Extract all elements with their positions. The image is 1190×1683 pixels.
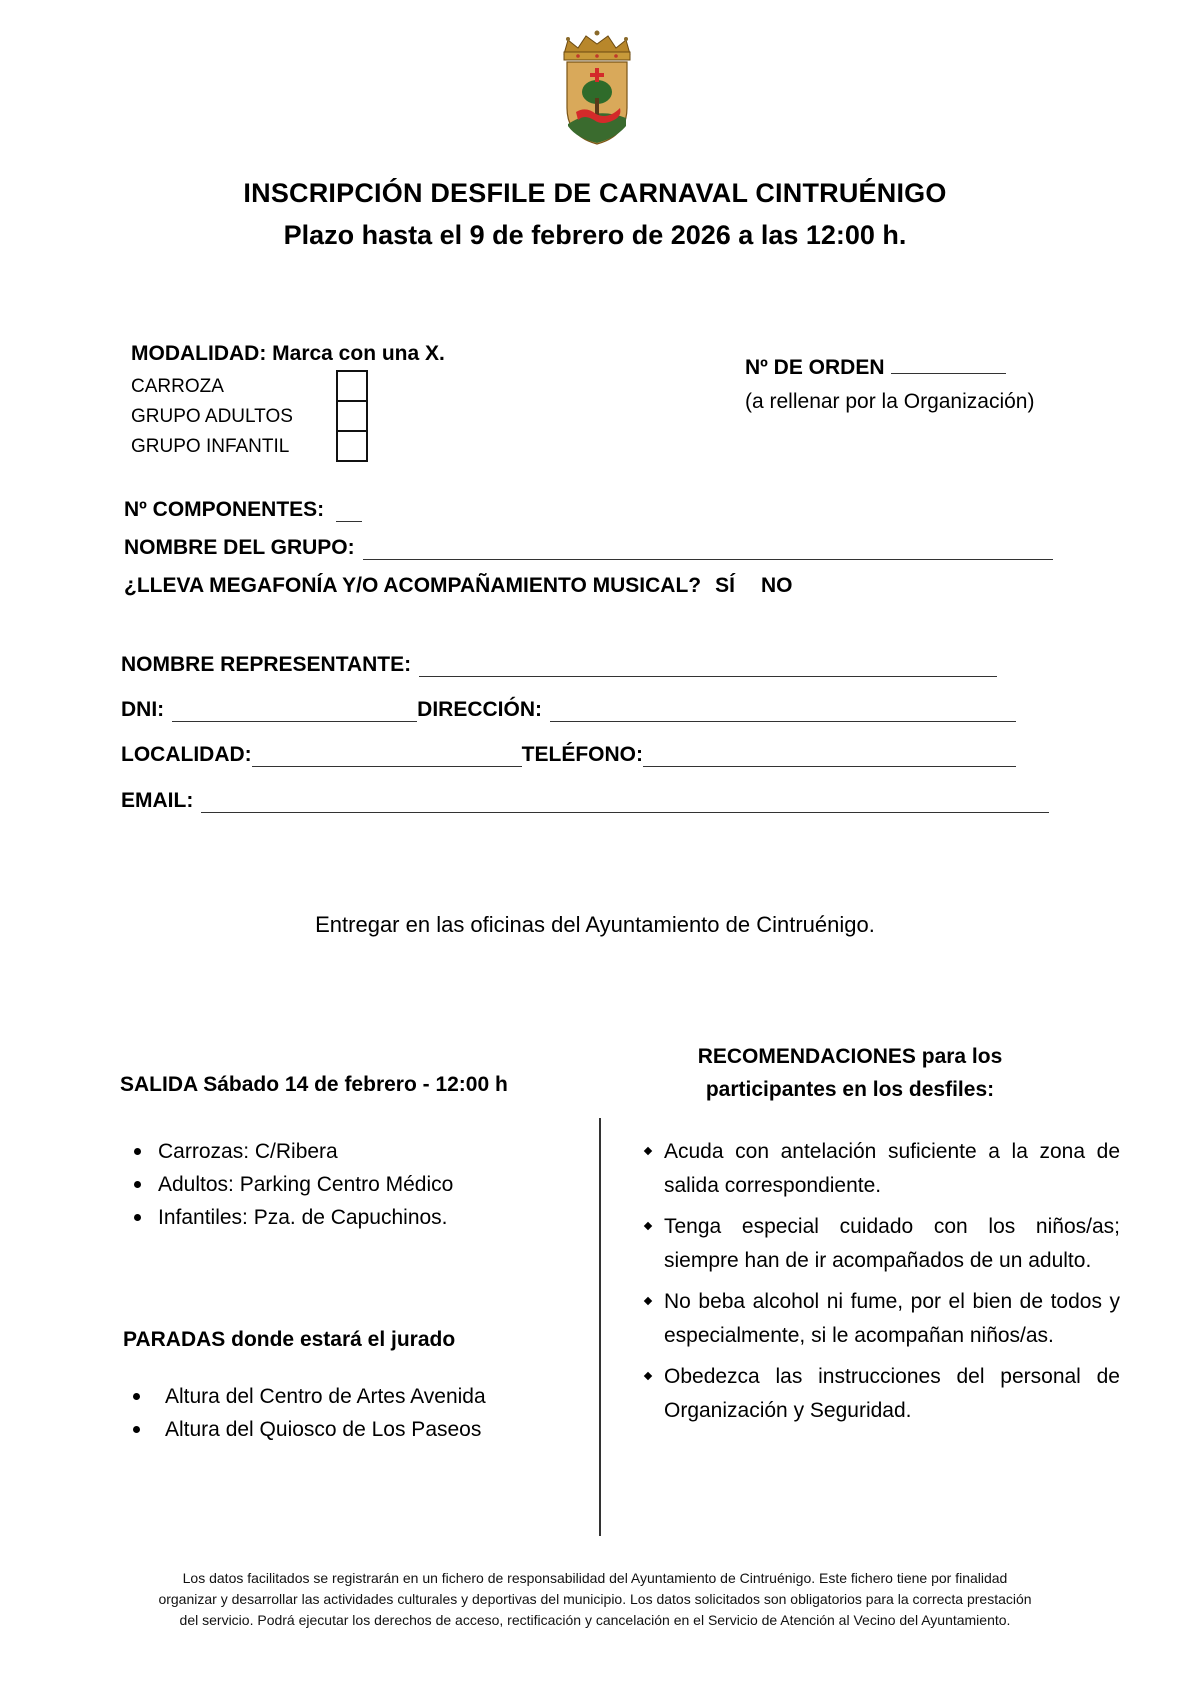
megafonia-option-no[interactable]: NO: [760, 574, 793, 597]
paradas-list: [165, 1380, 486, 1446]
representante-input-line[interactable]: [419, 656, 997, 677]
salida-list: [158, 1135, 453, 1234]
recomendacion-text: Obedezca las instrucciones del personal de Organización y Seguridad.: [664, 1365, 1120, 1422]
option-carroza-label: CARROZA: [131, 376, 224, 397]
recomendacion-text: No beba alcohol ni fume, por el bien de todos y especialmente, si le acompañan niños/as.: [664, 1290, 1120, 1347]
option-grupo-adultos-label: GRUPO ADULTOS: [131, 406, 293, 427]
modalidad-heading: MODALIDAD: Marca con una X.: [131, 342, 445, 365]
coat-of-arms-logo: [556, 28, 638, 146]
recomendaciones-list: [664, 1135, 1120, 1435]
salida-item-text: Carrozas: C/Ribera: [158, 1140, 338, 1163]
bullet-icon: [133, 1393, 140, 1400]
paradas-item-text: Altura del Quiosco de Los Paseos: [165, 1418, 482, 1441]
localidad-label: LOCALIDAD:: [121, 743, 252, 766]
representante-field: [121, 653, 997, 677]
column-divider: [599, 1118, 601, 1536]
crown-icon: [564, 31, 630, 61]
list-item: [158, 1168, 453, 1201]
recomendaciones-heading-line2: participantes en los desfiles:: [705, 1078, 995, 1101]
megafonia-question: ¿LLEVA MEGAFONÍA Y/O ACOMPAÑAMIENTO MUSICAL?: [124, 574, 702, 597]
option-grupo-infantil-label: GRUPO INFANTIL: [131, 436, 290, 457]
list-item: [165, 1380, 486, 1413]
recomendaciones-heading-line1: RECOMENDACIONES para los: [697, 1045, 1003, 1068]
recomendaciones-heading: [650, 1040, 1050, 1106]
localidad-input-line[interactable]: [252, 746, 522, 767]
checkbox-grupo-infantil[interactable]: [336, 430, 368, 462]
list-item: [158, 1201, 453, 1234]
localidad-telefono-row: [121, 743, 1016, 767]
nombre-grupo-field: [124, 536, 1053, 560]
checkbox-grupo-adultos[interactable]: [336, 400, 368, 430]
representante-label: NOMBRE REPRESENTANTE:: [121, 653, 412, 676]
megafonia-field: [124, 574, 792, 598]
paradas-heading: PARADAS donde estará el jurado: [123, 1328, 456, 1351]
email-field: [121, 789, 1049, 813]
bullet-icon: [134, 1148, 141, 1155]
telefono-input-line[interactable]: [643, 746, 1016, 767]
email-input-line[interactable]: [201, 792, 1049, 813]
bullet-icon: [134, 1214, 141, 1221]
direccion-label: DIRECCIÓN:: [417, 698, 543, 721]
telefono-label: TELÉFONO:: [521, 743, 643, 766]
nombre-grupo-label: NOMBRE DEL GRUPO:: [124, 536, 355, 559]
privacy-footer: [90, 1568, 1100, 1631]
bullet-icon: [133, 1426, 140, 1433]
paradas-item-text: Altura del Centro de Artes Avenida: [165, 1385, 486, 1408]
diamond-bullet-icon: [644, 1222, 652, 1230]
privacy-footer-line2: organizar y desarrollar las actividades culturales y deportivas del municipio. Los datos solicitados son obligatorios para la correcta prestación: [158, 1591, 1032, 1607]
orden-label: Nº DE ORDEN: [745, 356, 885, 379]
diamond-bullet-icon: [644, 1372, 652, 1380]
list-item: [165, 1413, 486, 1446]
form-title: INSCRIPCIÓN DESFILE DE CARNAVAL CINTRUÉNIGO: [243, 178, 947, 208]
modalidad-checkboxes: [336, 370, 368, 462]
diamond-bullet-icon: [644, 1147, 652, 1155]
delivery-instructions: Entregar en las oficinas del Ayuntamiento de Cintruénigo.: [315, 912, 875, 937]
megafonia-option-si[interactable]: SÍ: [715, 574, 735, 597]
deadline-text: Plazo hasta el 9 de febrero de 2026 a las 12:00 h.: [283, 220, 907, 250]
dni-label: DNI:: [121, 698, 165, 721]
privacy-footer-line3: del servicio. Podrá ejecutar los derechos de acceso, rectificación y cancelación en el Servicio de Atención al Vecino del Ayuntamiento.: [179, 1612, 1011, 1628]
componentes-field: [124, 498, 362, 522]
privacy-footer-line1: Los datos facilitados se registrarán en un fichero de responsabilidad del Ayuntamiento de Cintruénigo. Este fichero tiene por finalidad: [182, 1570, 1008, 1586]
dni-direccion-row: [121, 698, 1016, 722]
list-item: [158, 1135, 453, 1168]
diamond-bullet-icon: [644, 1297, 652, 1305]
list-item: [664, 1135, 1120, 1202]
list-item: [664, 1285, 1120, 1352]
recomendacion-text: Tenga especial cuidado con los niños/as; siempre han de ir acompañados de un adulto.: [664, 1215, 1120, 1272]
orden-note: (a rellenar por la Organización): [745, 390, 1035, 413]
list-item: [664, 1210, 1120, 1277]
componentes-input-line[interactable]: [336, 501, 362, 522]
recomendacion-text: Acuda con antelación suficiente a la zona de salida correspondiente.: [664, 1140, 1120, 1197]
componentes-label: Nº COMPONENTES:: [124, 498, 325, 521]
salida-heading: SALIDA Sábado 14 de febrero - 12:00 h: [120, 1073, 508, 1096]
orden-input-line[interactable]: [891, 355, 1006, 374]
bullet-icon: [134, 1181, 141, 1188]
list-item: [664, 1360, 1120, 1427]
orden-field: [745, 355, 1006, 380]
checkbox-carroza[interactable]: [336, 370, 368, 400]
nombre-grupo-input-line[interactable]: [363, 539, 1053, 560]
email-label: EMAIL:: [121, 789, 194, 812]
dni-input-line[interactable]: [172, 701, 417, 722]
salida-item-text: Infantiles: Pza. de Capuchinos.: [158, 1206, 448, 1229]
salida-item-text: Adultos: Parking Centro Médico: [158, 1173, 454, 1196]
direccion-input-line[interactable]: [550, 701, 1016, 722]
